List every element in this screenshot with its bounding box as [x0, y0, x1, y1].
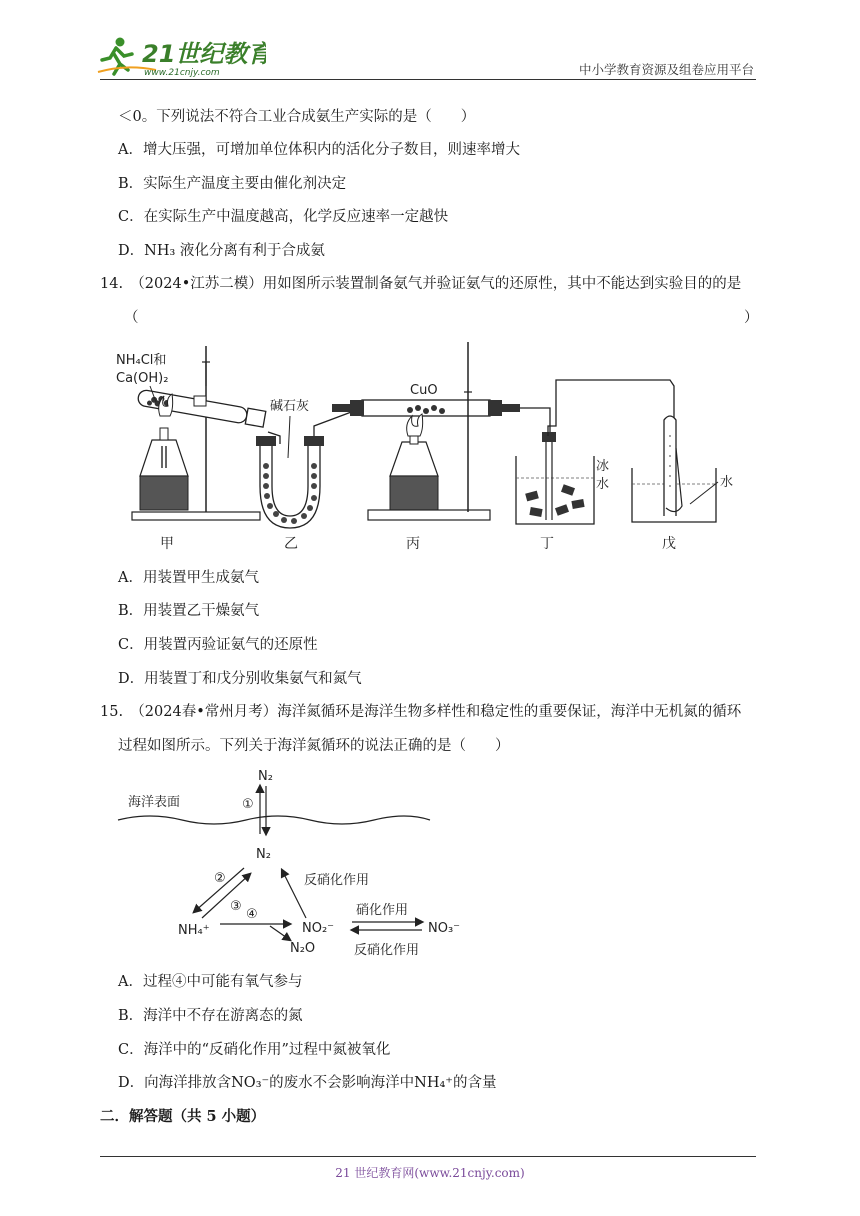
ocean-surface-label: 海洋表面 — [128, 795, 181, 810]
q14-ice-label: 冰 — [596, 459, 610, 474]
step-4-marker: ④ — [246, 907, 258, 922]
q14-reagent-label-1: NH₄Cl和 — [116, 353, 167, 368]
n2-top-label: N₂ — [258, 769, 273, 784]
q14-cuo-label: CuO — [410, 383, 438, 398]
logo — [96, 34, 266, 78]
q15-stem-line-2: 过程如图所示。下列关于海洋氮循环的说法正确的是（ ） — [118, 738, 510, 754]
no3-label: NO₃⁻ — [428, 921, 461, 936]
n2o-label: N₂O — [290, 941, 316, 956]
footer-divider — [100, 1156, 756, 1157]
logo-url: www.21cnjy.com — [144, 68, 220, 78]
q14-apparatus-label-wu: 戊 — [662, 536, 676, 552]
q13-option-d: D．NH₃ 液化分离有利于合成氨 — [118, 243, 325, 259]
step-1-marker: ① — [242, 797, 254, 812]
footer-source: 21 世纪教育网(www.21cnjy.com) — [335, 1166, 525, 1180]
logo-title: 21世纪教育 — [142, 40, 266, 68]
q14-water-label: 水 — [720, 475, 734, 490]
section-title-answer-questions: 二．解答题（共 5 小题） — [100, 1108, 266, 1125]
q14-paren-close: ） — [744, 310, 759, 326]
no2-label: NO₂⁻ — [302, 921, 335, 936]
step-3-marker: ③ — [230, 899, 242, 914]
q13-option-b: B．实际生产温度主要由催化剂决定 — [118, 176, 347, 192]
nh4-label: NH₄⁺ — [178, 923, 210, 938]
q14-stem: 14. （2024•江苏二模）用如图所示装置制备氨气并验证氨气的还原性，其中不能达到实验目的的是 — [100, 276, 742, 292]
denitrification-bottom-label: 反硝化作用 — [354, 943, 420, 958]
q14-option-a: A．用装置甲生成氨气 — [118, 570, 259, 586]
q13-stem-continued: ＜0。下列说法不符合工业合成氨生产实际的是（ ） — [118, 109, 476, 125]
header-divider — [100, 79, 756, 80]
q15-option-d: D．向海洋排放含NO₃⁻的废水不会影响海洋中NH₄⁺的含量 — [118, 1075, 497, 1091]
nitrification-label: 硝化作用 — [356, 903, 409, 918]
denitrification-top-label: 反硝化作用 — [304, 873, 370, 888]
q13-option-a: A．增大压强，可增加单位体积内的活化分子数目，则速率增大 — [118, 142, 520, 158]
runner-logo-icon — [96, 34, 266, 78]
q14-soda-lime-label: 碱石灰 — [270, 399, 310, 414]
q14-apparatus-label-bing: 丙 — [406, 536, 420, 552]
q14-apparatus-figure — [110, 336, 760, 558]
q14-apparatus-label-ding: 丁 — [540, 536, 554, 552]
q15-option-c: C．海洋中的“反硝化作用”过程中氮被氧化 — [118, 1042, 391, 1058]
q14-option-b: B．用装置乙干燥氨气 — [118, 603, 260, 619]
q14-apparatus-label-yi: 乙 — [284, 536, 298, 552]
q15-option-b: B．海洋中不存在游离态的氮 — [118, 1008, 303, 1024]
q14-paren-open: （ — [124, 310, 139, 326]
n2-mid-label: N₂ — [256, 847, 271, 862]
header-platform-name: 中小学教育资源及组卷应用平台 — [578, 62, 754, 77]
q15-nitrogen-cycle-diagram — [110, 762, 490, 962]
q14-option-d: D．用装置丁和戊分别收集氨气和氮气 — [118, 671, 362, 687]
q14-apparatus-label-jia: 甲 — [160, 536, 174, 552]
q14-reagent-label-2: Ca(OH)₂ — [116, 371, 169, 386]
step-2-marker: ② — [214, 871, 226, 886]
q15-option-a: A．过程④中可能有氧气参与 — [118, 974, 303, 990]
q15-stem-line-1: 15. （2024春•常州月考）海洋氮循环是海洋生物多样性和稳定性的重要保证，海洋中无机氮的循环 — [100, 704, 742, 720]
q14-option-c: C．用装置丙验证氨气的还原性 — [118, 637, 318, 653]
q13-option-c: C．在实际生产中温度越高，化学反应速率一定越快 — [118, 209, 449, 225]
q14-ice-water-label: 水 — [596, 477, 610, 492]
